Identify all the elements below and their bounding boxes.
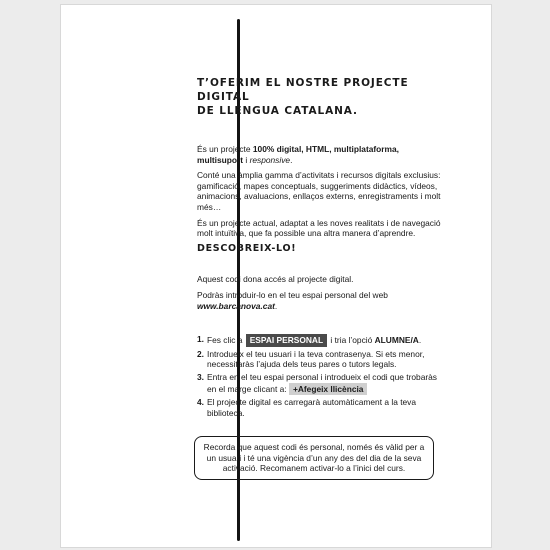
web-paragraph bbox=[197, 290, 447, 311]
document-content bbox=[197, 76, 447, 480]
step-number: 2. bbox=[197, 348, 204, 359]
step-1-end: . bbox=[418, 335, 422, 346]
step-2-text: Introdueix el teu usuari i la teva contrasenya. Si ets menor, necessitaràs l’ajuda dels teus pares o tutors legals. bbox=[207, 348, 425, 370]
reminder-note: Recorda que aquest codi és personal, només és vàlid per a un usuari i té una vigència d’un any des del dia de la seva activació. Recomanem activar-lo a l’inici del curs. bbox=[194, 436, 434, 480]
alumne-option: ALUMNE/A bbox=[374, 335, 419, 346]
step-3 bbox=[197, 372, 447, 395]
step-number: 3. bbox=[197, 371, 204, 382]
intro-bold: 100% digital, HTML, multiplataforma, multisuport bbox=[197, 144, 399, 165]
step-4 bbox=[197, 397, 447, 418]
features-paragraph: Conté una àmplia gamma d’activitats i recursos digitals exclusius: gamificació, mapes conceptuals, suggeriments didàctics, vídeos, animacions, avaluacions, enllaços externs, enregistraments i molt més… bbox=[197, 170, 441, 212]
page-title bbox=[197, 76, 447, 118]
intro-end: . bbox=[290, 154, 293, 165]
web-end: . bbox=[274, 300, 278, 311]
add-license-button[interactable]: +Afegeix llicència bbox=[289, 383, 368, 396]
intro-mid: i bbox=[243, 154, 250, 165]
title-line-2: DE LLENGUA CATALANA. bbox=[197, 105, 358, 117]
web-text: Podràs introduir-lo en el teu espai personal del web bbox=[197, 289, 388, 300]
step-3-text: Entra en el teu espai personal i introdueix el codi que trobaràs en el marge clicant a: bbox=[207, 371, 437, 394]
title-line-1: T’OFERIM EL NOSTRE PROJECTE DIGITAL bbox=[197, 77, 409, 103]
intro-pre: És un projecte bbox=[197, 144, 253, 154]
espai-personal-button[interactable]: ESPAI PERSONAL bbox=[246, 334, 327, 347]
step-1-mid: i tria l’opció bbox=[328, 335, 375, 346]
intro-paragraph bbox=[197, 144, 447, 165]
access-text: Aquest codi dona accés al projecte digital. bbox=[197, 274, 354, 285]
navigation-paragraph: És un projecte actual, adaptat a les noves realitats i de navegació molt intuïtiva, que fa possible una altra manera d’aprendre. bbox=[197, 217, 441, 239]
step-number: 1. bbox=[197, 334, 204, 345]
step-1 bbox=[197, 334, 447, 347]
intro-italic: responsive bbox=[249, 154, 291, 165]
step-2 bbox=[197, 349, 447, 370]
discover-heading: DESCOBREIX-LO! bbox=[197, 242, 297, 254]
steps-list bbox=[197, 334, 447, 418]
step-4-text: El projecte digital es carregarà automàticament a la teva biblioteca. bbox=[207, 397, 417, 418]
step-1-pre: Fes clic a bbox=[207, 335, 245, 346]
web-link[interactable]: www.barcanova.cat bbox=[197, 300, 275, 311]
step-number: 4. bbox=[197, 397, 204, 408]
